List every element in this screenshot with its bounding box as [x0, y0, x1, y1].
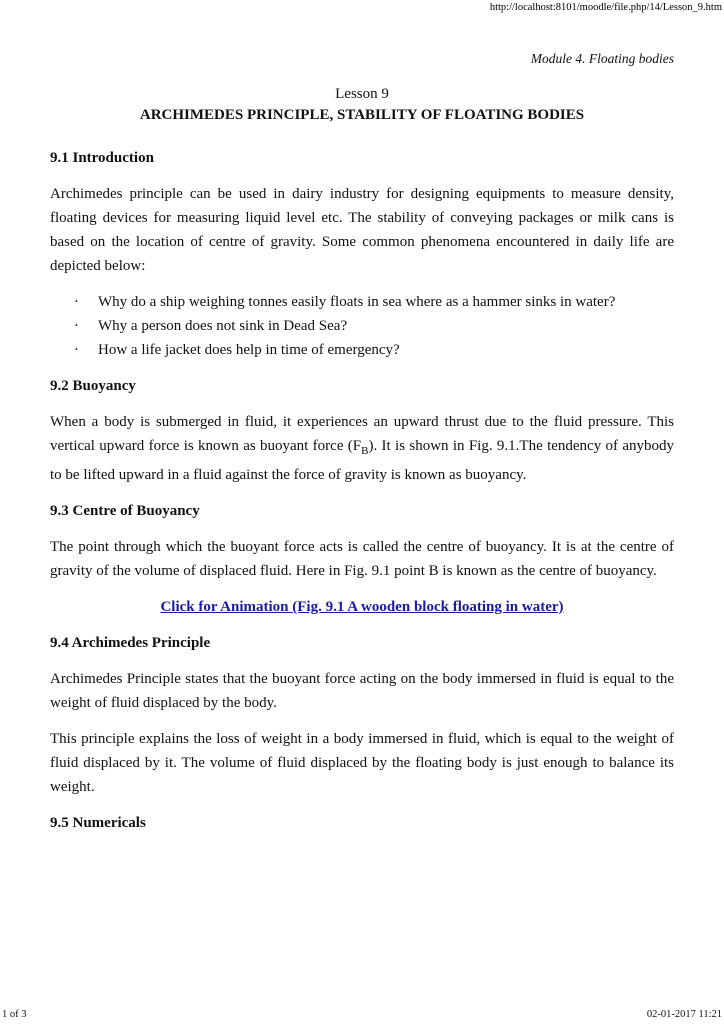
section-heading-buoyancy: 9.2 Buoyancy: [50, 378, 136, 394]
bullet-glyph: ·: [74, 318, 79, 334]
title-block: [50, 84, 674, 126]
phenomena-list: [50, 290, 674, 362]
bullet-glyph: ·: [74, 342, 79, 358]
section-heading-numericals: 9.5 Numericals: [50, 815, 146, 831]
page-number: 1 of 3: [2, 1009, 27, 1020]
animation-link-row: [50, 595, 674, 619]
list-item-text: Why do a ship weighing tonnes easily floats in sea where as a hammer sinks in water?: [98, 294, 616, 310]
list-item-text: How a life jacket does help in time of emergency?: [98, 342, 400, 358]
module-label: Module 4. Floating bodies: [530, 51, 674, 66]
list-item: [50, 290, 674, 314]
page-url: http://localhost:8101/moodle/file.php/14/Lesson_9.htm: [489, 2, 722, 13]
lesson-number: Lesson 9: [335, 86, 389, 102]
content: [50, 146, 674, 847]
centre-of-buoyancy-paragraph: The point through which the buoyant force acts is called the centre of buoyancy. It is at the centre of gravity of the volume of displaced fluid. Here in Fig. 9.1 point B is known as the centre of buoyancy.: [50, 539, 674, 579]
introduction-paragraph: Archimedes principle can be used in dairy industry for designing equipments to measure density, floating devices for measuring liquid level etc. The stability of conveying packages or milk cans is based on the location of centre of gravity. Some common phenomena encountered in daily life are depicted below:: [50, 186, 674, 274]
buoyancy-text-start: When a body is submerged in fluid, it experiences an upward thrust due to the fluid pressure. This vertical upward force is known as buoyant force (F: [50, 414, 674, 454]
print-datetime: 02-01-2017 11:21: [646, 1009, 722, 1020]
list-item: [50, 314, 674, 338]
list-item-text: Why a person does not sink in Dead Sea?: [98, 318, 348, 334]
lesson-title: ARCHIMEDES PRINCIPLE, STABILITY OF FLOATING BODIES: [139, 107, 585, 123]
archimedes-paragraph-2: This principle explains the loss of weight in a body immersed in fluid, which is equal to the weight of fluid displaced by it. The volume of fluid displaced by the floating body is just enough to balance its weight.: [50, 731, 674, 795]
buoyancy-paragraph: [50, 410, 674, 487]
buoyant-force-subscript: B: [361, 445, 369, 457]
list-item: [50, 338, 674, 362]
buoyancy-text-end: ). It is shown in Fig. 9.1.The tendency of anybody to be lifted upward in a fluid against the force of gravity is known as buoyancy.: [50, 438, 675, 483]
archimedes-paragraph-1: Archimedes Principle states that the buoyant force acting on the body immersed in fluid is equal to the weight of fluid displaced by the body.: [50, 671, 674, 711]
animation-link[interactable]: Click for Animation (Fig. 9.1 A wooden block floating in water): [160, 599, 564, 615]
section-heading-introduction: 9.1 Introduction: [50, 150, 154, 166]
bullet-glyph: ·: [74, 294, 79, 310]
section-heading-centre-of-buoyancy: 9.3 Centre of Buoyancy: [50, 503, 200, 519]
section-heading-archimedes-principle: 9.4 Archimedes Principle: [50, 635, 211, 651]
